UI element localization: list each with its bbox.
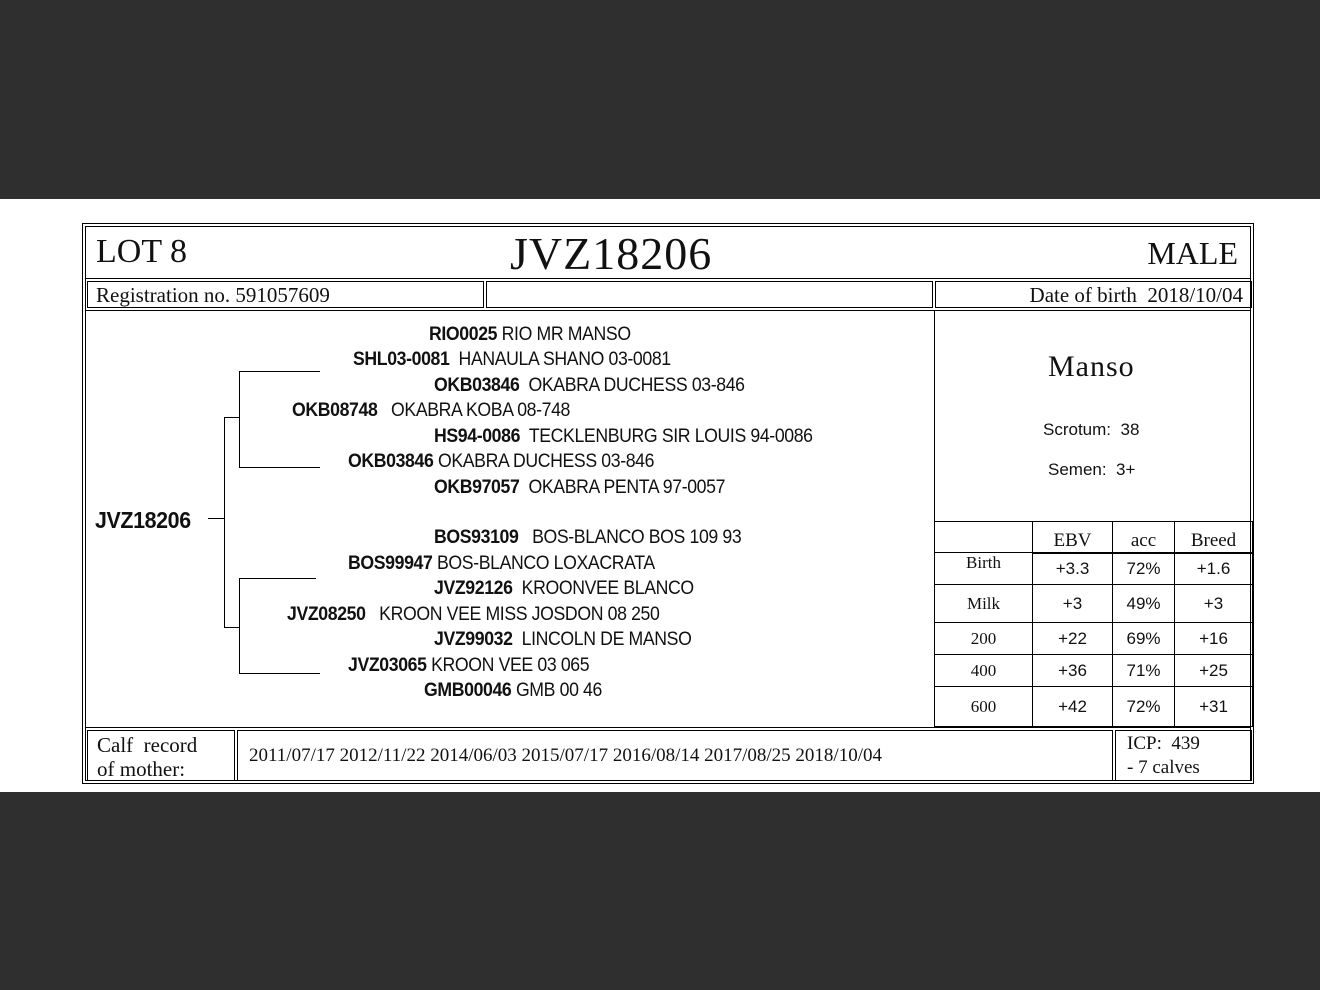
scrotum-label: Scrotum: xyxy=(1043,420,1112,439)
ebv-breed-avg: +25 xyxy=(1175,655,1253,687)
pedigree-name: KROON VEE 03 065 xyxy=(431,655,590,676)
registration-number: Registration no. 591057609 xyxy=(96,283,330,307)
pedigree-code: JVZ99032 xyxy=(434,629,513,650)
pedigree-subject: JVZ18206 xyxy=(95,507,191,533)
ebv-header-breed: Breed xyxy=(1175,522,1253,553)
ebv-header-acc: acc xyxy=(1113,522,1175,553)
ebv-row xyxy=(935,687,1253,727)
ebv-header-row xyxy=(935,522,1253,553)
animal-id-title: JVZ18206 xyxy=(510,228,713,279)
pedigree-name: TECKLENBURG SIR LOUIS 94-0086 xyxy=(528,426,813,447)
calf-record-label-1: Calf record xyxy=(97,733,198,757)
ped-line-main-v xyxy=(224,417,225,627)
pedigree-entry xyxy=(424,680,602,702)
pedigree-code: JVZ03065 xyxy=(348,655,427,676)
calf-record-label-cell xyxy=(87,730,235,781)
pedigree-name: OKABRA DUCHESS 03-846 xyxy=(528,375,745,396)
ebv-header-blank xyxy=(935,522,1033,553)
ped-line-dam-stub xyxy=(224,627,239,628)
ebv-row xyxy=(935,553,1253,585)
pedigree-name: BOS-BLANCO BOS 109 93 xyxy=(532,527,742,548)
ped-line-dam-bottom xyxy=(239,673,320,674)
pedigree-name: BOS-BLANCO LOXACRATA xyxy=(437,553,655,574)
date-of-birth xyxy=(1030,283,1243,308)
pedigree-code: JVZ08250 xyxy=(287,604,366,625)
header-divider xyxy=(86,278,1250,279)
lot-number: LOT 8 xyxy=(96,233,187,270)
semen-value: 3+ xyxy=(1116,460,1136,479)
ebv-breed-avg: +31 xyxy=(1175,687,1253,727)
dob-cell xyxy=(935,281,1252,308)
calf-record-dates: 2011/07/17 2012/11/22 2014/06/03 2015/07/17 2016/08/14 2017/08/25 2018/10/04 xyxy=(249,745,882,766)
ped-line-sire-top xyxy=(239,371,320,372)
ebv-breed-avg: +3 xyxy=(1175,585,1253,623)
semen-label: Semen: xyxy=(1048,460,1107,479)
blank-info-cell xyxy=(486,281,933,308)
dob-value: 2018/10/04 xyxy=(1147,283,1243,307)
pedigree-name: HANAULA SHANO 03-0081 xyxy=(458,349,671,370)
ped-line-dam-top xyxy=(239,578,316,579)
pedigree-entry xyxy=(434,629,691,651)
lot-card xyxy=(82,223,1254,784)
ebv-row xyxy=(935,623,1253,655)
pedigree-name: KROON VEE MISS JOSDON 08 250 xyxy=(379,604,660,625)
pedigree-code: BOS99947 xyxy=(348,553,433,574)
ebv-value: +42 xyxy=(1033,687,1113,727)
ebv-row xyxy=(935,585,1253,623)
animal-name: Manso xyxy=(1048,350,1135,383)
pedigree-entry xyxy=(292,400,570,422)
calf-record-label-2: of mother: xyxy=(97,757,186,781)
ebv-accuracy: 71% xyxy=(1113,655,1175,687)
scrotum-measure xyxy=(1043,420,1139,440)
ped-line-sire-v xyxy=(239,371,240,467)
pedigree-name: OKABRA DUCHESS 03-846 xyxy=(437,451,655,472)
pedigree-code: RIO0025 xyxy=(429,324,498,345)
pedigree-code: OKB97057 xyxy=(434,477,520,498)
ebv-row xyxy=(935,655,1253,687)
pedigree-code: JVZ92126 xyxy=(434,578,513,599)
sex-label: MALE xyxy=(1147,235,1238,271)
ped-line-sire-bottom xyxy=(239,467,320,468)
ebv-trait: 200 xyxy=(935,623,1033,655)
ebv-accuracy: 72% xyxy=(1113,553,1175,585)
pedigree-name: GMB 00 46 xyxy=(515,680,602,701)
ebv-accuracy: 72% xyxy=(1113,687,1175,727)
pedigree-name: LINCOLN DE MANSO xyxy=(521,629,692,650)
ebv-trait: Milk xyxy=(935,585,1033,623)
ped-line-dam-v xyxy=(239,578,240,673)
info-divider xyxy=(86,310,1250,311)
pedigree-entry xyxy=(434,578,694,600)
ped-line-sire-stub xyxy=(224,417,239,418)
pedigree-entry xyxy=(353,349,671,371)
pedigree-entry xyxy=(434,426,813,448)
calves-count: - 7 calves xyxy=(1127,757,1200,778)
ped-line-subject xyxy=(208,518,224,519)
pedigree-code: BOS93109 xyxy=(434,527,519,548)
ebv-value: +22 xyxy=(1033,623,1113,655)
lot-card-inner xyxy=(85,226,1251,781)
ebv-breed-avg: +1.6 xyxy=(1175,553,1253,585)
pedigree-code: HS94-0086 xyxy=(434,426,521,447)
pedigree-entry xyxy=(434,477,725,499)
side-divider xyxy=(934,311,935,522)
pedigree-name: OKABRA KOBA 08-748 xyxy=(391,400,570,421)
pedigree-code: OKB08748 xyxy=(292,400,378,421)
registration-cell xyxy=(87,281,484,308)
pedigree-entry xyxy=(348,451,654,473)
ebv-trait: 400 xyxy=(935,655,1033,687)
semen-measure xyxy=(1048,460,1135,480)
ebv-value: +36 xyxy=(1033,655,1113,687)
pedigree-entry xyxy=(434,527,741,549)
footer-divider xyxy=(86,727,1250,728)
pedigree-name: OKABRA PENTA 97-0057 xyxy=(528,477,726,498)
icp-cell xyxy=(1115,730,1252,781)
calf-record-dates-cell xyxy=(237,730,1113,781)
ebv-value: +3.3 xyxy=(1033,553,1113,585)
ebv-trait: Birth xyxy=(935,553,1033,585)
ebv-breed-avg: +16 xyxy=(1175,623,1253,655)
pedigree-entry xyxy=(348,655,589,677)
scrotum-value: 38 xyxy=(1120,420,1140,439)
pedigree-entry xyxy=(429,324,631,346)
pedigree-code: GMB00046 xyxy=(424,680,512,701)
dob-label: Date of birth xyxy=(1029,283,1137,307)
ebv-trait: 600 xyxy=(935,687,1033,727)
document-sheet xyxy=(0,199,1320,792)
pedigree-name: RIO MR MANSO xyxy=(501,324,631,345)
pedigree-code: OKB03846 xyxy=(348,451,434,472)
pedigree-entry xyxy=(348,553,655,575)
pedigree-code: SHL03-0081 xyxy=(353,349,450,370)
pedigree-code: OKB03846 xyxy=(434,375,520,396)
pedigree-name: KROONVEE BLANCO xyxy=(521,578,694,599)
pedigree-entry xyxy=(287,604,659,626)
icp-value: ICP: 439 xyxy=(1127,733,1200,754)
ebv-value: +3 xyxy=(1033,585,1113,623)
ebv-table xyxy=(934,521,1253,727)
pedigree-entry xyxy=(434,375,745,397)
ebv-accuracy: 49% xyxy=(1113,585,1175,623)
ebv-header-ebv: EBV xyxy=(1033,522,1113,553)
ebv-accuracy: 69% xyxy=(1113,623,1175,655)
